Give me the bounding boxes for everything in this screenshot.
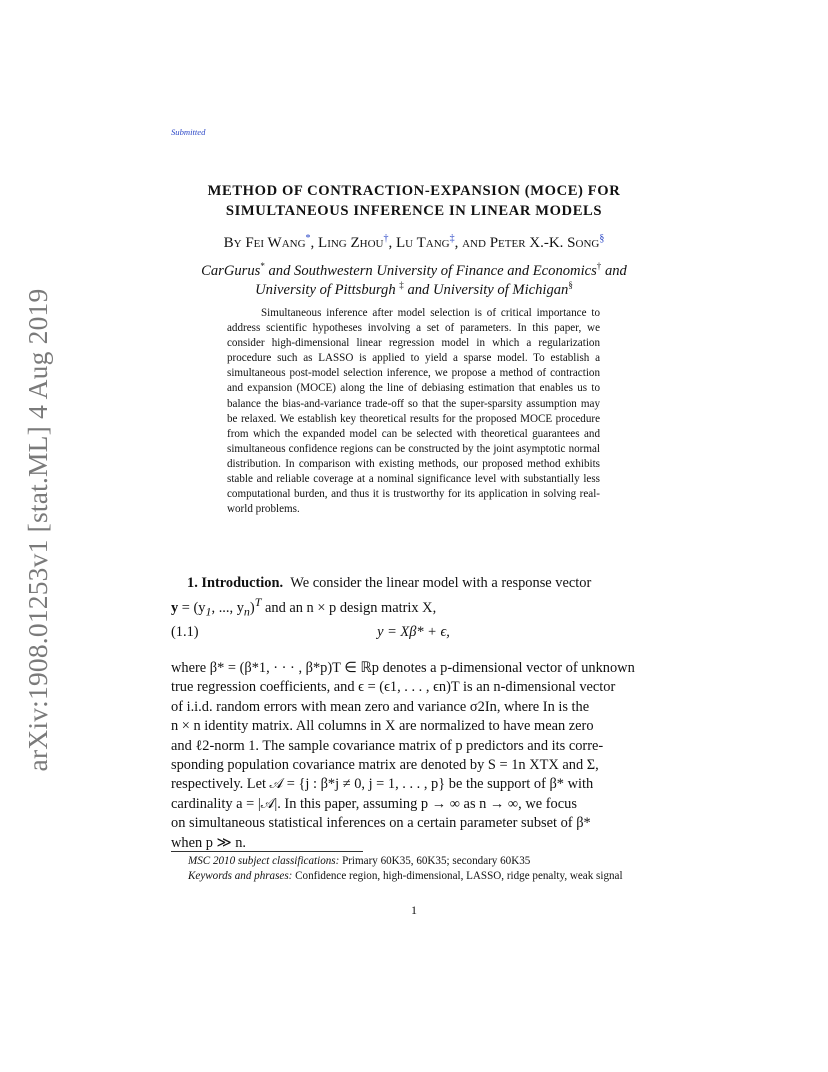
text-line: sponding population covariance matrix are denoted by S = 1n XTX and Σ,: [171, 757, 599, 774]
text-line: of i.i.d. random errors with mean zero and variance σ2In, where In is the: [171, 698, 590, 715]
author-3: Lu Tang: [396, 235, 450, 251]
author-3-mark[interactable]: ‡: [449, 233, 455, 244]
affiliations: [150, 262, 678, 300]
and-label: and: [462, 235, 486, 251]
arxiv-identifier: arXiv:1908.01253v1 [stat.ML] 4 Aug 2019: [22, 288, 53, 772]
abstract: Simultaneous inference after model selection is of critical importance to address scientific hypotheses involving a set of parameters. In this paper, we consider high-dimensional linear regression model in which a regularization procedure such as LASSO is applied to yield a sparse model. To establish a simultaneous post-model selection inference, we propose a method of contraction and expansion (MOCE) along the line of debiasing estimation that enables us to balance the bias-and-variance trade-off so that the super-sparsity assumption may be relaxed. We establish key theoretical results for the proposed MOCE procedure from which the expanded model can be selected with theoretical guarantees and simultaneous confidence regions can be constructed by the joint asymptotic normal distribution. In comparison with existing methods, our proposed method exhibits stable and reliable coverage at a nominal significance level with substantially less computational burden, and thus it is trustworthy for its application in solving real-world problems.: [227, 307, 600, 516]
text-line: on simultaneous statistical inferences on a certain parameter subset of β*: [171, 815, 591, 832]
affiliation-line-1: CarGurus* and Southwestern University of Finance and Economics† and: [201, 261, 627, 279]
submitted-link[interactable]: Submitted: [171, 127, 206, 137]
author-4-mark[interactable]: §: [599, 233, 605, 244]
footnote-divider: [171, 851, 363, 852]
text-line: n × n identity matrix. All columns in X are normalized to have mean zero: [171, 718, 594, 735]
text-line: where β* = (β*1, · · · , β*p)T ∈ ℝp denotes a p-dimensional vector of unknown: [171, 660, 635, 676]
keywords-footnote: Keywords and phrases: Confidence region, high-dimensional, LASSO, ridge penalty, weak signal: [188, 870, 623, 883]
author-1-mark[interactable]: *: [305, 233, 311, 244]
model-description-paragraph: [171, 659, 656, 853]
equation-body: y = Xβ* + ϵ,: [377, 624, 450, 640]
text-line: when p ≫ n.: [171, 834, 247, 851]
author-2-mark[interactable]: †: [383, 233, 389, 244]
page-number: 1: [411, 903, 417, 917]
text-line: cardinality a = |𝒜|. In this paper, assuming p → ∞ as n → ∞, we focus: [171, 795, 577, 812]
affiliation-line-2: University of Pittsburgh ‡ and University of Michigan§: [255, 280, 573, 298]
text-line: respectively. Let 𝒜 = {j : β*j ≠ 0, j = 1, . . . , p} be the support of β* with: [171, 776, 594, 793]
author-list: By Fei Wang*, Ling Zhou†, Lu Tang‡, and Peter X.-K. Song§: [223, 233, 605, 251]
title-line-1: METHOD OF CONTRACTION-EXPANSION (MOCE) FOR: [207, 183, 621, 199]
section-heading: 1. Introduction.: [187, 575, 284, 591]
paper-title: [150, 182, 678, 221]
text-line: true regression coefficients, and ϵ = (ϵ1, . . . , ϵn)T is an n-dimensional vector: [171, 679, 616, 696]
msc-footnote: MSC 2010 subject classifications: Primary 60K35, 60K35; secondary 60K35: [188, 855, 531, 867]
equation-number: (1.1): [171, 624, 199, 640]
title-line-2: SIMULTANEOUS INFERENCE IN LINEAR MODELS: [225, 202, 603, 219]
author-1: Fei Wang: [245, 235, 306, 251]
by-label: By: [223, 235, 242, 251]
author-2: Ling Zhou: [318, 235, 384, 251]
text-line: and ℓ2-norm 1. The sample covariance matrix of p predictors and its corre-: [171, 737, 604, 754]
footnotes: [171, 854, 656, 885]
author-4: Peter X.-K. Song: [489, 235, 600, 251]
introduction-paragraph: 1. Introduction. We consider the linear model with a response vector $y = (y_1$, ..., $y_n)^T$ and an n × p design matrix X,: [171, 575, 592, 620]
